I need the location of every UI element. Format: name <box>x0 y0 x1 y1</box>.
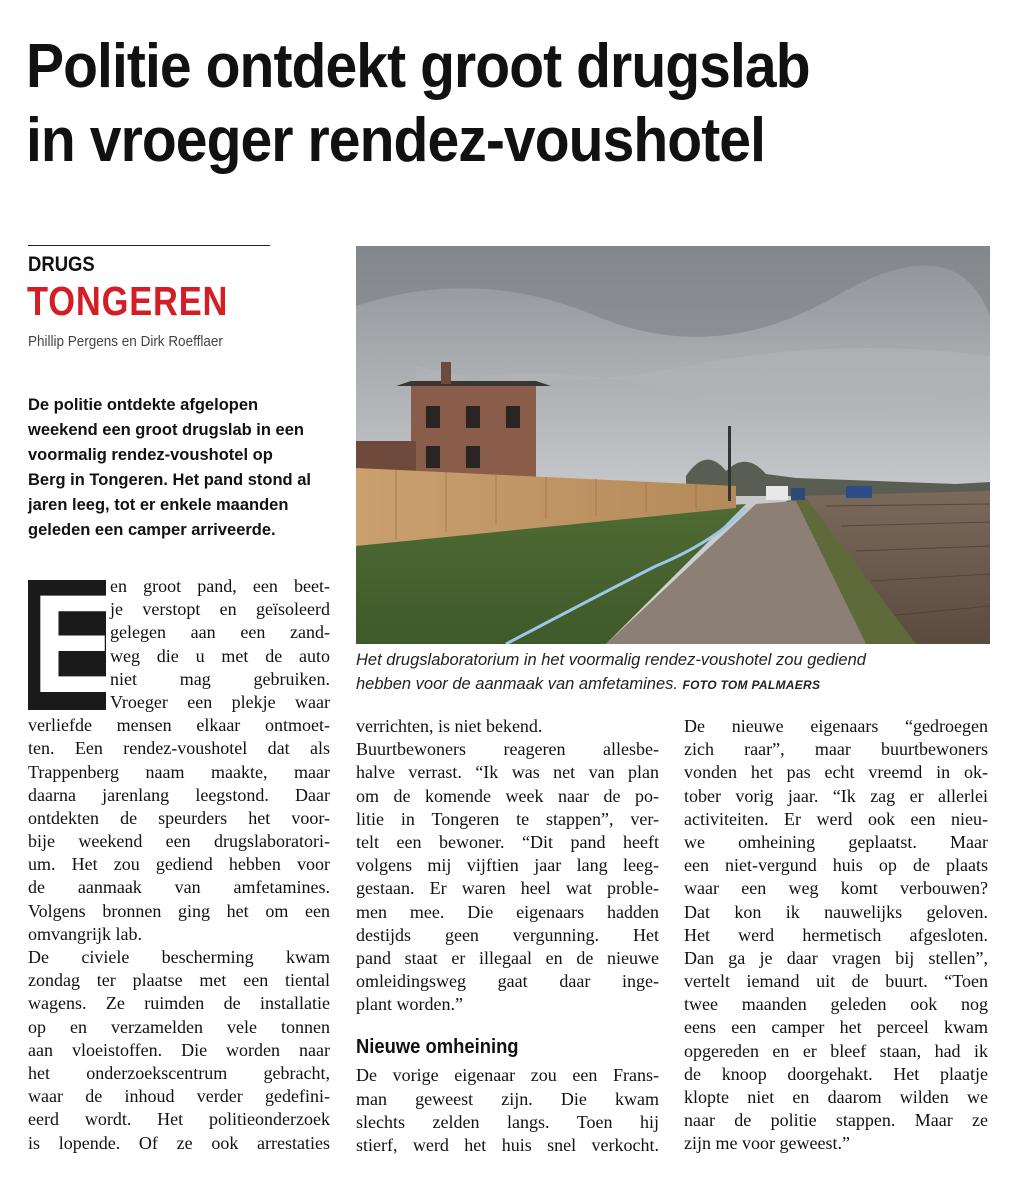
body-line: zijn me voor geweest.” <box>684 1133 850 1154</box>
body-line: activiteiten. Er werd ook een nieu- <box>684 808 988 829</box>
body-line: men mee. Die eigenaars hadden <box>356 901 659 922</box>
article-column-2 <box>356 715 659 1157</box>
body-line: man geweest zijn. Die kwam <box>356 1088 659 1109</box>
lead-line: De politie ontdekte afgelopen <box>28 396 259 414</box>
body-line: Vroeger een plekje waar <box>110 691 330 712</box>
body-line: twee maanden geleden ook nog <box>684 994 988 1015</box>
body-line: naar de politie stappen. Maar ze <box>684 1110 988 1131</box>
headline <box>26 30 937 178</box>
body-line: vonden het pas echt vreemd in ok- <box>684 762 988 783</box>
body-line: je verstopt en geïsoleerd <box>110 599 330 620</box>
body-line: pand staat er illegaal en de nieuwe <box>356 947 659 968</box>
lead-line: geleden een camper arriveerde. <box>28 521 276 539</box>
body-line: het onderzoekscentrum gebracht, <box>28 1062 330 1083</box>
body-line: De civiele bescherming kwam <box>28 947 330 967</box>
body-line: bije weekend een drugslaboratori- <box>28 831 330 852</box>
body-line: niet mag gebruiken. <box>110 668 330 689</box>
body-line: gelegen aan een zand- <box>110 622 330 643</box>
body-line: waar een weg komt verbouwen? <box>684 878 988 899</box>
body-line: Dan ga je daar vragen bij stellen”, <box>684 947 988 968</box>
body-line: omleidingsweg gaat daar inge- <box>356 971 659 992</box>
body-line: de knoop doorgehakt. Het plaatje <box>684 1063 988 1084</box>
subheading: Nieuwe omheining <box>356 1036 519 1059</box>
body-line: opgereden en er bleef staan, had ik <box>684 1040 988 1061</box>
caption-line: hebben voor de aanmaak van amfetamines. <box>356 675 678 693</box>
body-line: ontdekten de speurders het voor- <box>28 807 330 828</box>
body-line: vertelt iemand uit de buurt. “Toen <box>684 971 988 992</box>
body-line: daarna jarenlang leegstond. Daar <box>28 784 330 805</box>
body-line: en groot pand, een beet- <box>110 576 330 596</box>
article-column-3 <box>684 715 988 1156</box>
byline: Phillip Pergens en Dirk Roefflaer <box>28 333 223 350</box>
body-line: eerd wordt. Het politieonderzoek <box>28 1109 330 1130</box>
dropcap-letter: E <box>31 565 116 722</box>
lead-line: weekend een groot drugslab in een <box>28 421 304 439</box>
photo-credit: FOTO TOM PALMAERS <box>682 678 821 692</box>
section-label: DRUGS <box>28 253 95 276</box>
body-line: volgens mij vijftien jaar lang leeg- <box>356 855 659 876</box>
house-photo-illustration <box>356 246 990 644</box>
lead-line: jaren leeg, tot er enkele maanden <box>28 496 289 514</box>
article-column-1 <box>28 565 330 1155</box>
body-line: Volgens bronnen ging het om een <box>28 900 330 921</box>
body-line: ten. Een rendez-voushotel dat als <box>28 738 330 759</box>
kicker-rule <box>28 245 270 246</box>
body-line: verrichten, is niet bekend. <box>356 716 543 736</box>
body-line: zich raar”, maar buurtbewoners <box>684 739 988 760</box>
caption-line: Het drugslaboratorium in het voormalig rendez-voushotel zou gediend <box>356 651 866 669</box>
body-line: gestaan. Er waren heel wat proble- <box>356 878 659 899</box>
body-line: zondag ter plaatse met een tiental <box>28 970 330 991</box>
body-line: is lopende. Of ze ook arrestaties <box>28 1132 330 1153</box>
lead-line: voormalig rendez-voushotel op <box>28 446 273 464</box>
body-line: om de komende week naar de po- <box>356 785 659 806</box>
body-line: litie in Tongeren te stappen”, ver- <box>356 808 659 829</box>
body-line: Trappenberg naam maakte, maar <box>28 761 330 782</box>
body-line: telt een bewoner. “Dit pand heeft <box>356 831 659 852</box>
body-line: eens een camper het perceel kwam <box>684 1017 988 1038</box>
body-line: Buurtbewoners reageren allesbe- <box>356 739 659 760</box>
body-line: stierf, werd het huis snel verkocht. <box>356 1135 659 1155</box>
body-line: De nieuwe eigenaars “gedroegen <box>684 716 988 736</box>
lead-paragraph <box>28 393 338 543</box>
body-line: De vorige eigenaar zou een Frans- <box>356 1065 659 1086</box>
body-line: op en verzamelden vele tonnen <box>28 1016 330 1037</box>
body-line: tober vorig jaar. “Ik zag er allerlei <box>684 785 988 806</box>
photo-caption <box>356 648 996 697</box>
body-line: waar de inhoud verder gedefini- <box>28 1086 330 1107</box>
headline-line-2: in vroeger rendez-voushotel <box>26 106 766 175</box>
caption-line-with-credit <box>356 672 996 697</box>
body-line: slechts zelden langs. Toen hij <box>356 1111 659 1132</box>
lead-line: Berg in Tongeren. Het pand stond al <box>28 471 311 489</box>
body-line: um. Het zou gediend hebben voor <box>28 854 330 875</box>
body-line: weg die u met de auto <box>110 645 330 666</box>
body-line: Dat kon ik nauwelijks geloven. <box>684 901 988 922</box>
body-line: verliefde mensen elkaar ontmoet- <box>28 715 330 736</box>
body-line: we omheining geplaatst. Maar <box>684 831 988 852</box>
body-line: plant worden.” <box>356 994 463 1015</box>
body-line: omvangrijk lab. <box>28 923 142 944</box>
body-line: aan vloeistoffen. Die worden naar <box>28 1039 330 1060</box>
body-line: wagens. Ze ruimden de installatie <box>28 993 330 1014</box>
body-line: halve verrast. “Ik was net van plan <box>356 762 659 783</box>
body-line: klopte niet en daarom wilden we <box>684 1087 988 1107</box>
body-line: destijds geen vergunning. Het <box>356 924 659 945</box>
location-label: TONGEREN <box>27 278 229 324</box>
headline-line-1: Politie ontdekt groot drugslab <box>26 32 810 101</box>
body-line: Het werd hermetisch afgesloten. <box>684 924 988 945</box>
body-line: de aanmaak van amfetamines. <box>28 877 330 898</box>
body-line: een niet-vergund huis op de plaats <box>684 855 988 876</box>
article-photo <box>356 246 990 644</box>
